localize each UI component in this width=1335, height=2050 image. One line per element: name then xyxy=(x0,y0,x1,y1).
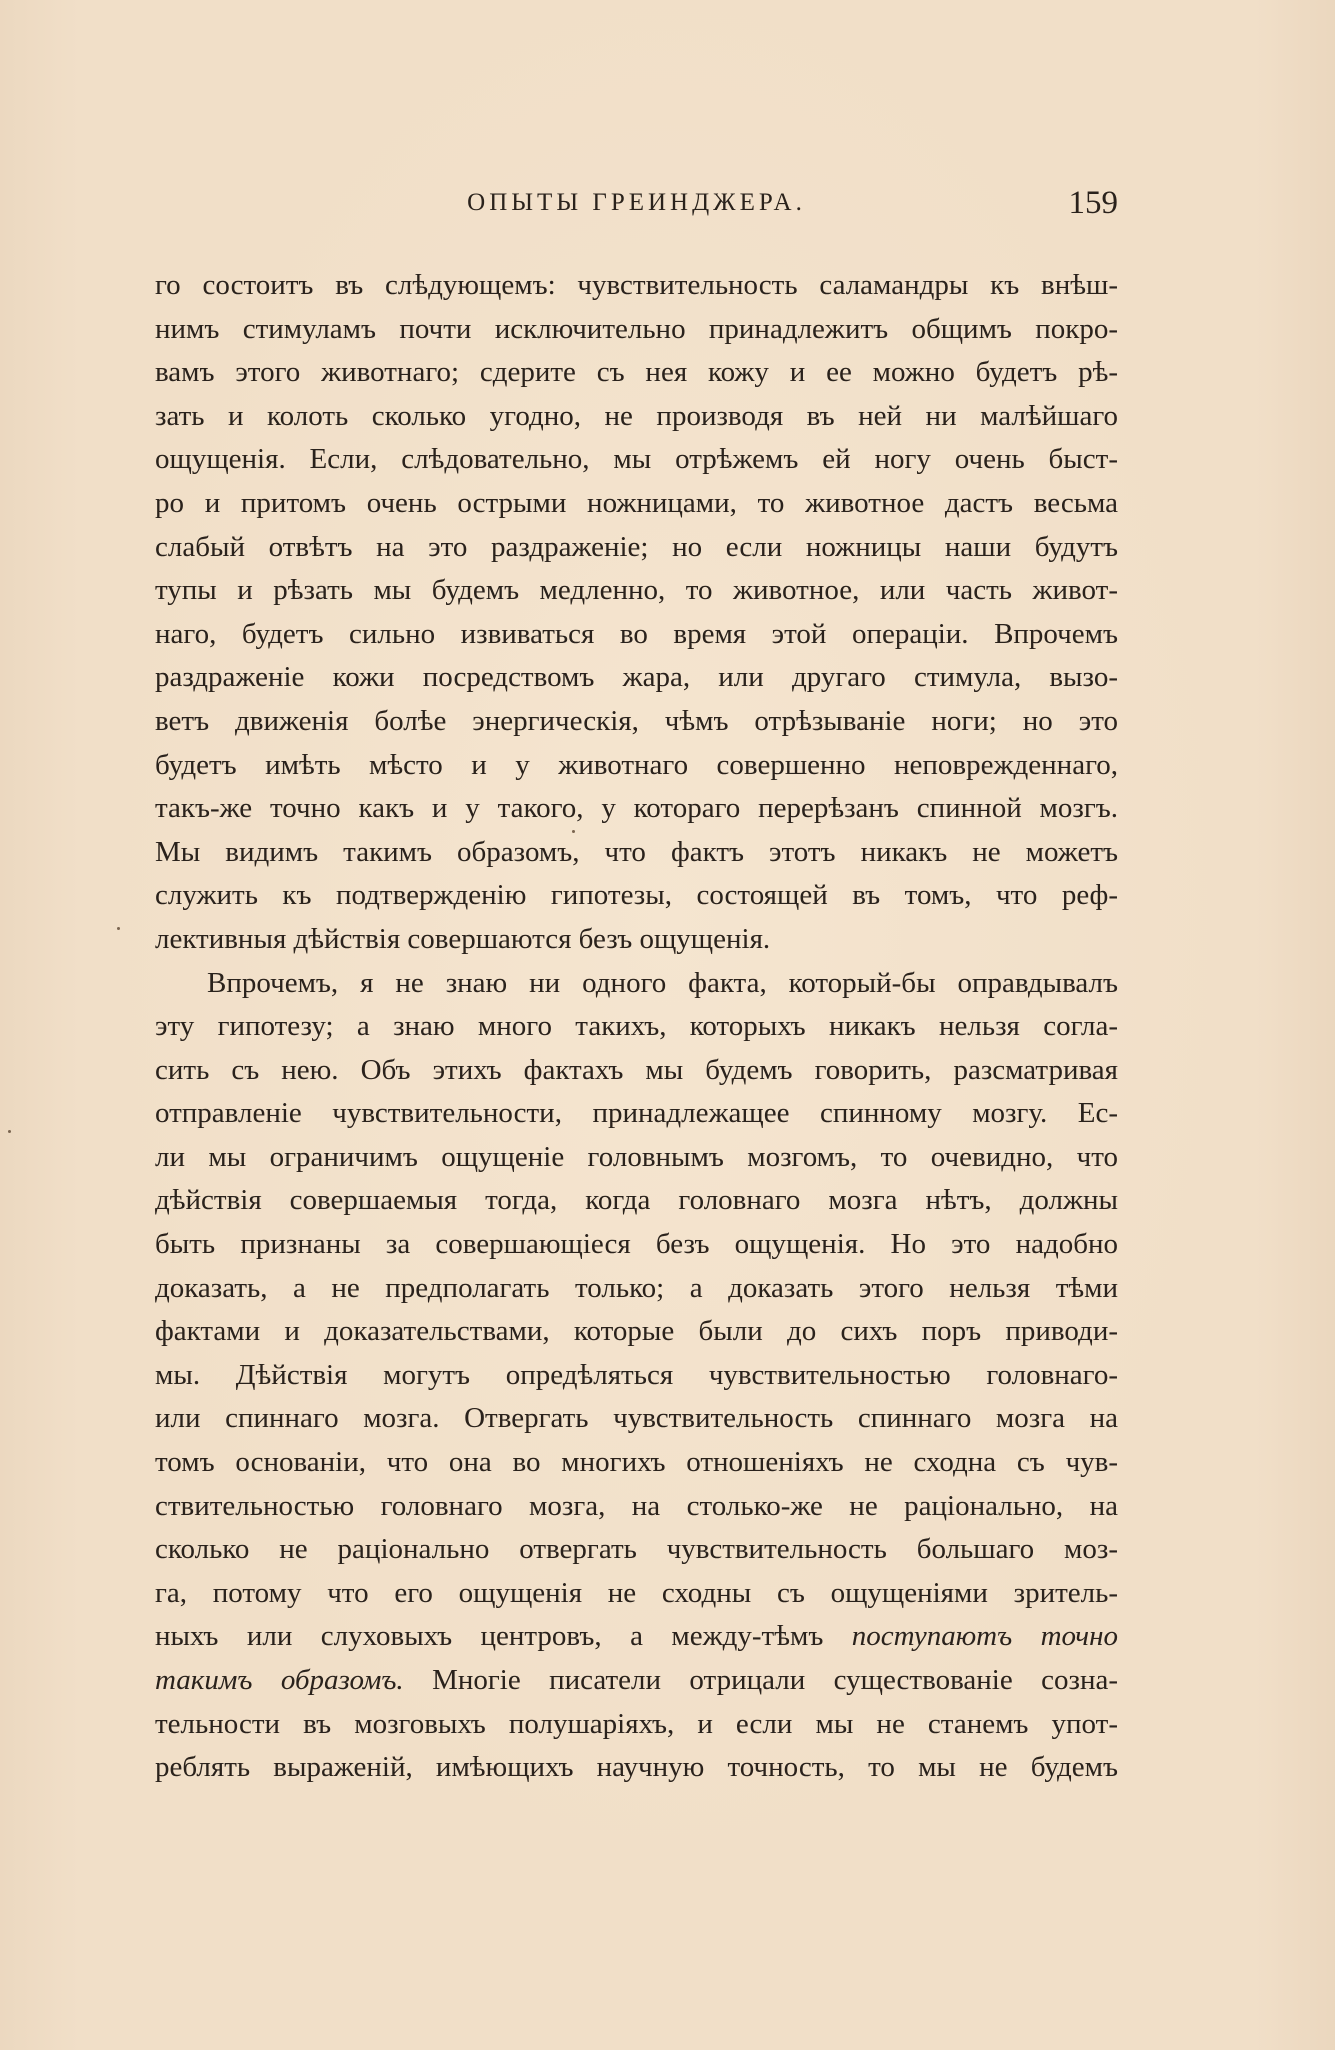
text-line: служить къ подтвержденію гипотезы, состоящей въ томъ, что реф- xyxy=(155,879,1118,912)
text-line: или спиннаго мозга. Отвергать чувствительность спиннаго мозга на xyxy=(155,1402,1118,1435)
italic-phrase: такимъ образомъ. xyxy=(155,1664,404,1696)
text-line: такъ-же точно какъ и у такого, у котораго перерѣзанъ спинной мозгъ. xyxy=(155,792,1118,825)
paragraph-start-line: Впрочемъ, я не знаю ни одного факта, который-бы оправдывалъ xyxy=(207,966,1118,999)
paragraph-end-line: лективныя дѣйствія совершаются безъ ощущенія. xyxy=(155,922,771,955)
text-line: ствительностью головнаго мозга, на столько-же не раціонально, на xyxy=(155,1489,1118,1522)
text-line: ветъ движенія болѣе энергическія, чѣмъ отрѣзываніе ноги; но это xyxy=(155,704,1118,737)
paper-speck xyxy=(8,1130,11,1133)
running-head xyxy=(155,185,1118,225)
running-title: ОПЫТЫ ГРЕИНДЖЕРА. xyxy=(467,189,806,216)
body-text xyxy=(155,264,1118,1790)
text-line: будетъ имѣть мѣсто и у животнаго совершенно неповрежденнаго, xyxy=(155,748,1118,781)
text-line: эту гипотезу; а знаю много такихъ, которыхъ никакъ нельзя согла- xyxy=(155,1010,1118,1043)
text-line: ли мы ограничимъ ощущеніе головнымъ мозгомъ, то очевидно, что xyxy=(155,1140,1118,1173)
text-line: ро и притомъ очень острыми ножницами, то животное дастъ весьма xyxy=(155,486,1118,519)
text-line: отправленіе чувствительности, принадлежащее спинному мозгу. Ес- xyxy=(155,1097,1118,1130)
text-line: го состоитъ въ слѣдующемъ: чувствительность саламандры къ внѣш- xyxy=(155,269,1118,301)
text-line: томъ основаніи, что она во многихъ отношеніяхъ не сходна съ чув- xyxy=(155,1446,1118,1479)
text-line: быть признаны за совершающіеся безъ ощущенія. Но это надобно xyxy=(155,1228,1118,1261)
paper-speck xyxy=(117,927,120,930)
text-line: нимъ стимуламъ почти исключительно принадлежитъ общимъ покро- xyxy=(155,312,1118,345)
text-line: раздраженіе кожи посредствомъ жара, или другаго стимула, вызо- xyxy=(155,661,1118,694)
text-line: мы. Дѣйствія могутъ опредѣляться чувствительностью головнаго- xyxy=(155,1358,1118,1391)
text-line: дѣйствія совершаемыя тогда, когда головнаго мозга нѣтъ, должны xyxy=(155,1184,1118,1217)
text-line: такимъ образомъ. Многіе писатели отрицали существованіе созна- xyxy=(155,1664,1119,1696)
text-line: тельности въ мозговыхъ полушаріяхъ, и если мы не станемъ упот- xyxy=(155,1707,1118,1740)
text-line: доказать, а не предполагать только; а доказать этого нельзя тѣми xyxy=(155,1271,1118,1304)
text-line: реблять выраженій, имѣющихъ научную точность, то мы не будемъ xyxy=(155,1751,1118,1784)
text-line: фактами и доказательствами, которые были до сихъ поръ приводи- xyxy=(155,1315,1118,1348)
italic-phrase: поступаютъ точно xyxy=(851,1620,1118,1653)
paper-speck xyxy=(572,830,575,833)
text-line: ныхъ или слуховыхъ центровъ, а между-тѣмъ поступаютъ точно xyxy=(155,1620,1118,1653)
text-line: тупы и рѣзать мы будемъ медленно, то животное, или часть живот- xyxy=(155,574,1118,607)
text-line: Мы видимъ такимъ образомъ, что фактъ этотъ никакъ не можетъ xyxy=(155,835,1118,868)
text-line: сить съ нею. Объ этихъ фактахъ мы будемъ говорить, разсматривая xyxy=(155,1053,1118,1086)
page-number: 159 xyxy=(1068,185,1118,221)
text-line: наго, будетъ сильно извиваться во время этой операціи. Впрочемъ xyxy=(155,617,1118,650)
text-line: га, потому что его ощущенія не сходны съ ощущеніями зритель- xyxy=(155,1576,1118,1609)
text-line: слабый отвѣтъ на это раздраженіе; но если ножницы наши будутъ xyxy=(155,530,1118,563)
text-line: зать и колоть сколько угодно, не производя въ ней ни малѣйшаго xyxy=(155,399,1118,432)
text-line: ощущенія. Если, слѣдовательно, мы отрѣжемъ ей ногу очень быст- xyxy=(155,443,1118,476)
text-line: сколько не раціонально отвергать чувствительность большаго моз- xyxy=(155,1533,1118,1566)
text-line: вамъ этого животнаго; сдерите съ нея кожу и ее можно будетъ рѣ- xyxy=(155,356,1118,389)
